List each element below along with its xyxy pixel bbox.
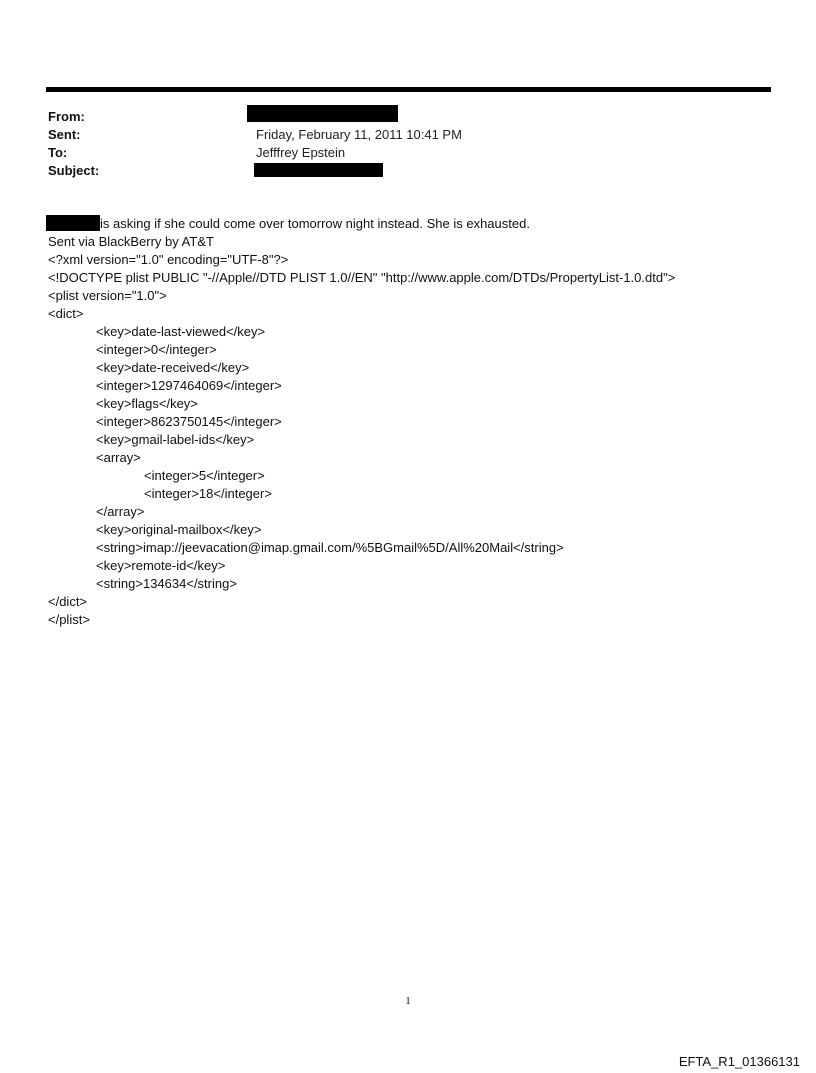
message-text: is asking if she could come over tomorrow night instead. She is exhausted. (100, 216, 530, 231)
sent-value: Friday, February 11, 2011 10:41 PM (256, 127, 462, 142)
email-header (48, 108, 748, 180)
signature-line: Sent via BlackBerry by AT&T (48, 234, 214, 249)
xml-line: <key>date-last-viewed</key> (96, 324, 266, 339)
name-redaction (46, 215, 100, 231)
dict-open: <dict> (48, 306, 84, 321)
xml-line: <integer>18</integer> (144, 486, 272, 501)
xml-line: <string>134634</string> (96, 576, 237, 591)
from-redaction (247, 105, 398, 122)
xml-line: <key>remote-id</key> (96, 558, 226, 573)
to-label: To: (48, 145, 68, 160)
from-label: From: (48, 109, 85, 124)
plist-close: </plist> (48, 612, 90, 627)
to-value: Jefffrey Epstein (256, 145, 346, 160)
subject-redaction (254, 163, 383, 177)
dict-close: </dict> (48, 594, 88, 609)
xml-line: <key>original-mailbox</key> (96, 522, 262, 537)
xml-line: <integer>8623750145</integer> (96, 414, 282, 429)
xml-line: <key>gmail-label-ids</key> (96, 432, 255, 447)
sent-row (48, 126, 748, 144)
bates-number: EFTA_R1_01366131 (678, 1054, 800, 1069)
subject-label: Subject: (48, 163, 100, 178)
email-body (48, 215, 788, 629)
plist-open: <plist version="1.0"> (48, 288, 167, 303)
xml-line: </array> (96, 504, 145, 519)
from-row (48, 108, 748, 126)
xml-line: <integer>5</integer> (144, 468, 265, 483)
xml-line: <integer>0</integer> (96, 342, 217, 357)
xml-line: <key>flags</key> (96, 396, 198, 411)
subject-row (48, 162, 748, 180)
xml-line: <array> (96, 450, 141, 465)
doctype-line: <!DOCTYPE plist PUBLIC "-//Apple//DTD PLIST 1.0//EN" "http://www.apple.com/DTDs/PropertyList-1.0.dtd"> (48, 270, 676, 285)
message-line (48, 215, 788, 233)
xml-line: <integer>1297464069</integer> (96, 378, 282, 393)
sent-label: Sent: (48, 127, 81, 142)
xml-declaration: <?xml version="1.0" encoding="UTF-8"?> (48, 252, 289, 267)
page-number: 1 (405, 995, 411, 1007)
xml-line: <string>imap://jeevacation@imap.gmail.com/%5BGmail%5D/All%20Mail</string> (96, 540, 564, 555)
header-rule (46, 87, 771, 92)
xml-line: <key>date-received</key> (96, 360, 250, 375)
to-row (48, 144, 748, 162)
